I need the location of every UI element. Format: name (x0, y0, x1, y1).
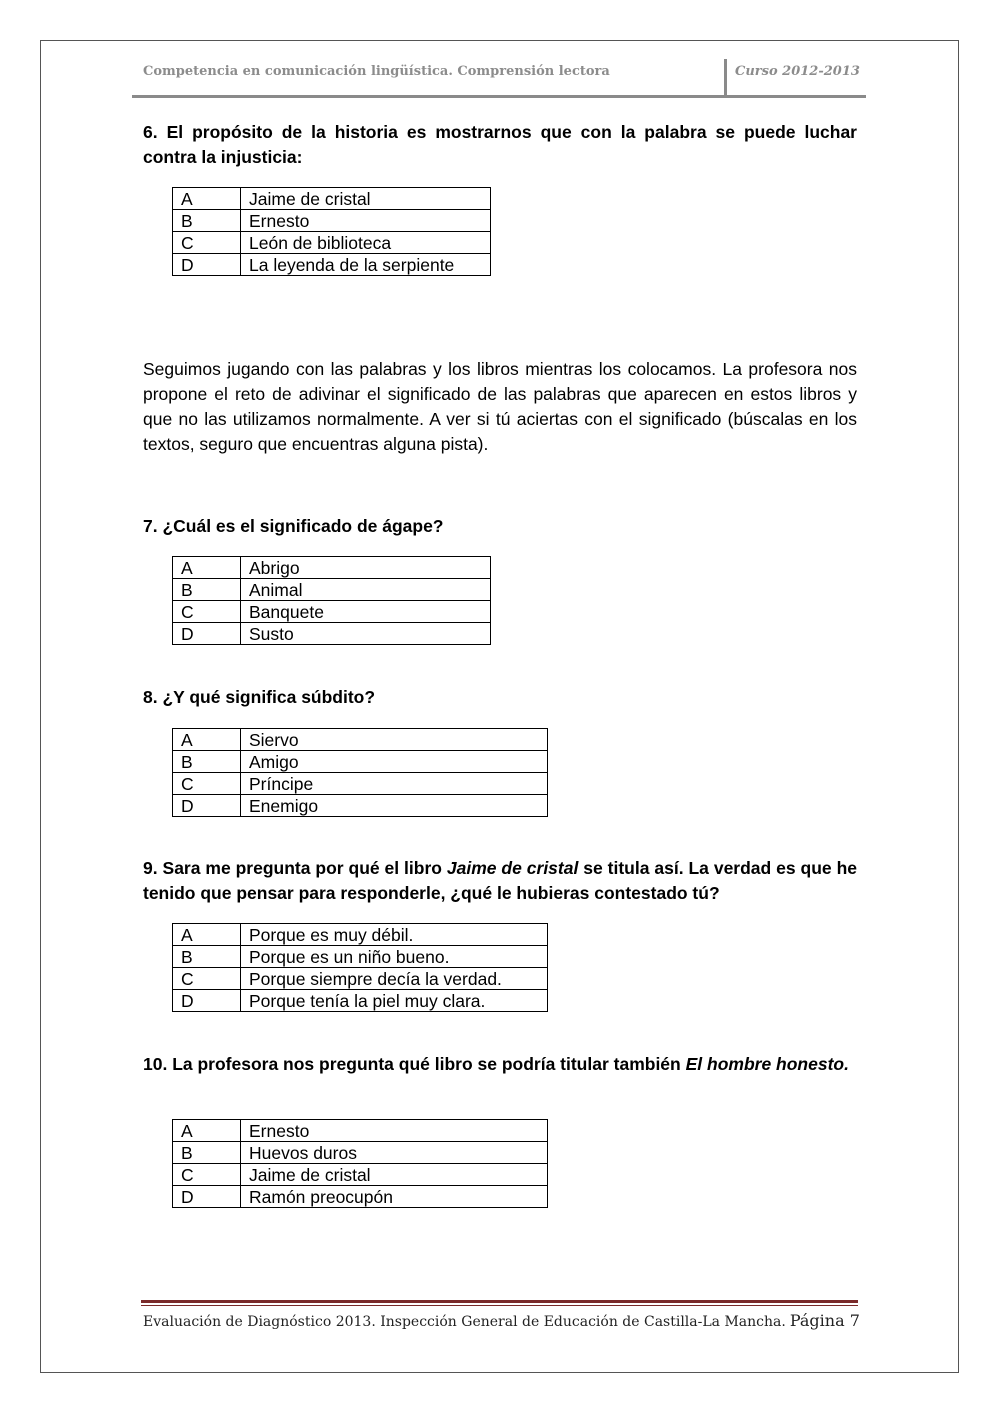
option-value: Porque es un niño bueno. (241, 946, 548, 968)
option-value: León de biblioteca (241, 232, 491, 254)
intro-paragraph: Seguimos jugando con las palabras y los libros mientras los colocamos. La profesora nos propone el reto de adivinar el significado de las palabras que aparecen en estos libros y que no las utilizamos normalmente. A ver si tú aciertas con el significado (búscalas en los textos, seguro que encuentras alguna pista). (143, 359, 857, 454)
option-row[interactable] (173, 751, 548, 773)
option-key: C (173, 232, 241, 254)
option-key: A (173, 729, 241, 751)
question-6: 6. El propósito de la historia es mostrarnos que con la palabra se puede luchar contra la injusticia: (143, 122, 857, 167)
option-row[interactable] (173, 210, 491, 232)
option-value: Abrigo (241, 557, 491, 579)
question-10-text: 10. La profesora nos pregunta qué libro se podría titular también (143, 1054, 686, 1074)
option-value: Jaime de cristal (241, 1164, 548, 1186)
footer (143, 1311, 860, 1330)
option-row[interactable] (173, 1164, 548, 1186)
option-value: Ernesto (241, 210, 491, 232)
question-8: 8. ¿Y qué significa súbdito? (143, 687, 376, 707)
header-title: Competencia en comunicación lingüística. Comprensión lectora (143, 64, 610, 79)
option-value: Ernesto (241, 1120, 548, 1142)
option-row[interactable] (173, 968, 548, 990)
question-9-text-start: 9. Sara me pregunta por qué el libro (143, 858, 447, 878)
option-value: Ramón preocupón (241, 1186, 548, 1208)
question-9 (143, 856, 857, 906)
header-rule (132, 95, 866, 98)
option-key: B (173, 946, 241, 968)
option-value: Porque es muy débil. (241, 924, 548, 946)
page-number: Página 7 (789, 1311, 860, 1330)
options-table-q8 (172, 728, 548, 817)
option-value: Siervo (241, 729, 548, 751)
option-value: Porque siempre decía la verdad. (241, 968, 548, 990)
option-key: A (173, 557, 241, 579)
option-row[interactable] (173, 795, 548, 817)
option-row[interactable] (173, 1186, 548, 1208)
option-value: Banquete (241, 601, 491, 623)
option-row[interactable] (173, 188, 491, 210)
option-key: D (173, 990, 241, 1012)
option-value: Porque tenía la piel muy clara. (241, 990, 548, 1012)
option-key: C (173, 773, 241, 795)
option-key: D (173, 1186, 241, 1208)
option-key: A (173, 924, 241, 946)
option-row[interactable] (173, 254, 491, 276)
question-7: 7. ¿Cuál es el significado de ágape? (143, 516, 444, 536)
header-course: Curso 2012-2013 (735, 64, 860, 79)
option-key: B (173, 751, 241, 773)
option-value: Huevos duros (241, 1142, 548, 1164)
footer-rule (141, 1300, 858, 1303)
option-key: B (173, 579, 241, 601)
option-row[interactable] (173, 946, 548, 968)
question-10-book-title: El hombre honesto. (685, 1054, 849, 1074)
option-value: Jaime de cristal (241, 188, 491, 210)
option-key: D (173, 254, 241, 276)
option-key: A (173, 188, 241, 210)
option-value: Enemigo (241, 795, 548, 817)
option-value: La leyenda de la serpiente (241, 254, 491, 276)
option-row[interactable] (173, 579, 491, 601)
option-row[interactable] (173, 924, 548, 946)
option-row[interactable] (173, 232, 491, 254)
option-key: D (173, 795, 241, 817)
option-value: Amigo (241, 751, 548, 773)
option-key: C (173, 968, 241, 990)
option-row[interactable] (173, 1120, 548, 1142)
option-key: B (173, 1142, 241, 1164)
option-row[interactable] (173, 623, 491, 645)
option-value: Animal (241, 579, 491, 601)
option-key: D (173, 623, 241, 645)
option-key: C (173, 601, 241, 623)
options-table-q10 (172, 1119, 548, 1208)
question-10 (143, 1052, 857, 1077)
option-value: Susto (241, 623, 491, 645)
footer-rule-thin (141, 1305, 858, 1306)
options-table-q6 (172, 187, 491, 276)
option-row[interactable] (173, 773, 548, 795)
option-row[interactable] (173, 557, 491, 579)
footer-text: Evaluación de Diagnóstico 2013. Inspección General de Educación de Castilla-La Mancha. (143, 1314, 786, 1330)
option-row[interactable] (173, 1142, 548, 1164)
option-key: B (173, 210, 241, 232)
option-row[interactable] (173, 729, 548, 751)
option-value: Príncipe (241, 773, 548, 795)
option-row[interactable] (173, 990, 548, 1012)
question-9-text-end: se titula así. La verdad es que he tenido que pensar para responderle, ¿qué le hubieras contestado tú? (143, 858, 857, 903)
option-key: A (173, 1120, 241, 1142)
header-divider (724, 59, 727, 97)
option-row[interactable] (173, 601, 491, 623)
options-table-q9 (172, 923, 548, 1012)
option-key: C (173, 1164, 241, 1186)
question-9-book-title: Jaime de cristal (446, 858, 579, 878)
options-table-q7 (172, 556, 491, 645)
